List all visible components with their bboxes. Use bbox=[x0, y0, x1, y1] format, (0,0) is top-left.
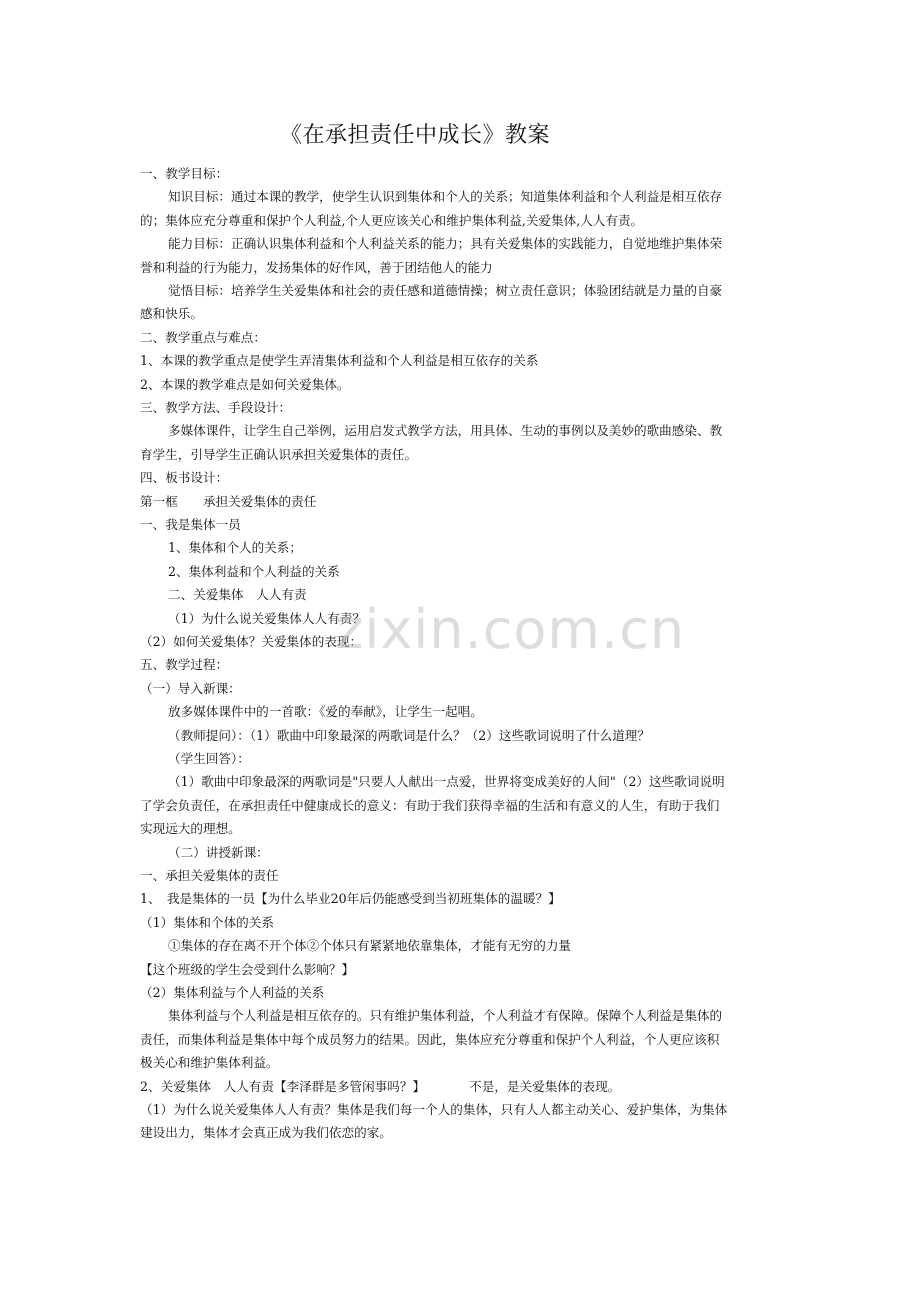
text-line: 【这个班级的学生会受到什么影响？】 bbox=[140, 961, 355, 977]
text-line: 极关心和维护集体利益。 bbox=[140, 1055, 279, 1071]
text-line: （1）为什么说关爱集体人人有责？集体是我们每一个人的集体，只有人人都主动关心、爱护集体，为集体 bbox=[140, 1102, 728, 1117]
text-line: 2、集体利益和个人利益的关系 bbox=[168, 563, 340, 579]
text-line: （学生回答）： bbox=[168, 751, 250, 766]
text-line: 2、本课的教学难点是如何关爱集体。 bbox=[140, 376, 350, 392]
text-line: （1）歌曲中印象最深的两歌词是"只要人人献出一点爱，世界将变成美好的人间"（2）这些歌词说明 bbox=[168, 774, 725, 790]
text-line: 感和快乐。 bbox=[140, 306, 203, 322]
text-line: 建设出力，集体才会真正成为我们依恋的家。 bbox=[140, 1125, 392, 1141]
text-line: 第一框 承担关爱集体的责任 bbox=[140, 493, 317, 509]
text-line: （一）导入新课： bbox=[140, 680, 241, 696]
text-line: 育学生，引导学生正确认识承担关爱集体的责任。 bbox=[140, 446, 418, 462]
text-line: 责任，而集体利益是集体中每个成员努力的结果。因此，集体应充分尊重和保护个人利益，个人更应该积 bbox=[140, 1031, 720, 1047]
text-line: 2、关爱集体 人人有责【李泽群是多管闲事吗？】 不是，是关爱集体的表现。 bbox=[140, 1078, 621, 1094]
text-line: 一、承担关爱集体的责任 bbox=[140, 868, 279, 883]
text-line: 一、教学目标： bbox=[140, 166, 229, 181]
text-line: 集体利益与个人利益是相互依存的。只有维护集体利益，个人利益才有保障。保障个人利益是集体的 bbox=[168, 1008, 723, 1024]
text-line: （2）集体利益与个人利益的关系 bbox=[140, 985, 325, 1000]
text-line: 1、集体和个人的关系； bbox=[168, 540, 302, 556]
text-line: 二、教学重点与难点： bbox=[140, 329, 266, 345]
text-line: 二、关爱集体 人人有责 bbox=[168, 587, 307, 603]
text-line: 实现远大的理想。 bbox=[140, 821, 241, 837]
text-line: 了学会负责任，在承担责任中健康成长的意义：有助于我们获得幸福的生活和有意义的人生，有助于我们 bbox=[140, 797, 720, 813]
text-line: 放多媒体课件中的一首歌：《爱的奉献》，让学生一起唱。 bbox=[168, 704, 483, 720]
text-line: 觉悟目标：培养学生关爱集体和社会的责任感和道德情操；树立责任意识；体验团结就是力量的自豪 bbox=[168, 283, 723, 298]
text-line: 1、本课的教学重点是使学生弄清集体利益和个人利益是相互依存的关系 bbox=[140, 353, 539, 369]
text-line: 1、 我是集体的一员【为什么毕业20年后仍能感受到当初班集体的温暖？】 bbox=[140, 891, 561, 907]
text-line: 一、我是集体一员 bbox=[140, 517, 241, 532]
text-line: 誉和利益的行为能力，发扬集体的好作风，善于团结他人的能力 bbox=[140, 259, 493, 275]
text-line: ①集体的存在离不开个体②个体只有紧紧地依靠集体，才能有无穷的力量 bbox=[168, 938, 571, 954]
document-title: 《在承担责任中成长》教案 bbox=[279, 123, 550, 148]
watermark: zixin.com.cn bbox=[335, 598, 686, 661]
text-line: 三、教学方法、手段设计： bbox=[140, 400, 292, 415]
text-line: 多媒体课件，让学生自己举例，运用启发式教学方法，用具体、生动的事例以及美妙的歌曲感染、教 bbox=[168, 423, 723, 439]
text-line: （二）讲授新课： bbox=[168, 844, 269, 860]
text-line: （1）为什么说关爱集体人人有责？ bbox=[168, 610, 365, 626]
text-line: （教师提问）：（1）歌曲中印象最深的两歌词是什么？（2）这些歌词说明了什么道理？ bbox=[168, 727, 650, 743]
text-line: 的；集体应充分尊重和保护个人利益,个人更应该关心和维护集体利益,关爱集体,人人有责。 bbox=[140, 212, 644, 228]
text-line: 知识目标：通过本课的教学，使学生认识到集体和个人的关系；知道集体利益和个人利益是相互依存 bbox=[168, 189, 723, 205]
text-line: 四、板书设计： bbox=[140, 470, 229, 486]
text-line: 能力目标：正确认识集体利益和个人利益关系的能力；具有关爱集体的实践能力，自觉地维护集体荣 bbox=[168, 236, 723, 252]
text-line: 五、教学过程： bbox=[140, 657, 229, 673]
text-line: （2）如何关爱集体？关爱集体的表现： bbox=[140, 634, 363, 649]
text-line: （1）集体和个体的关系 bbox=[140, 914, 274, 930]
